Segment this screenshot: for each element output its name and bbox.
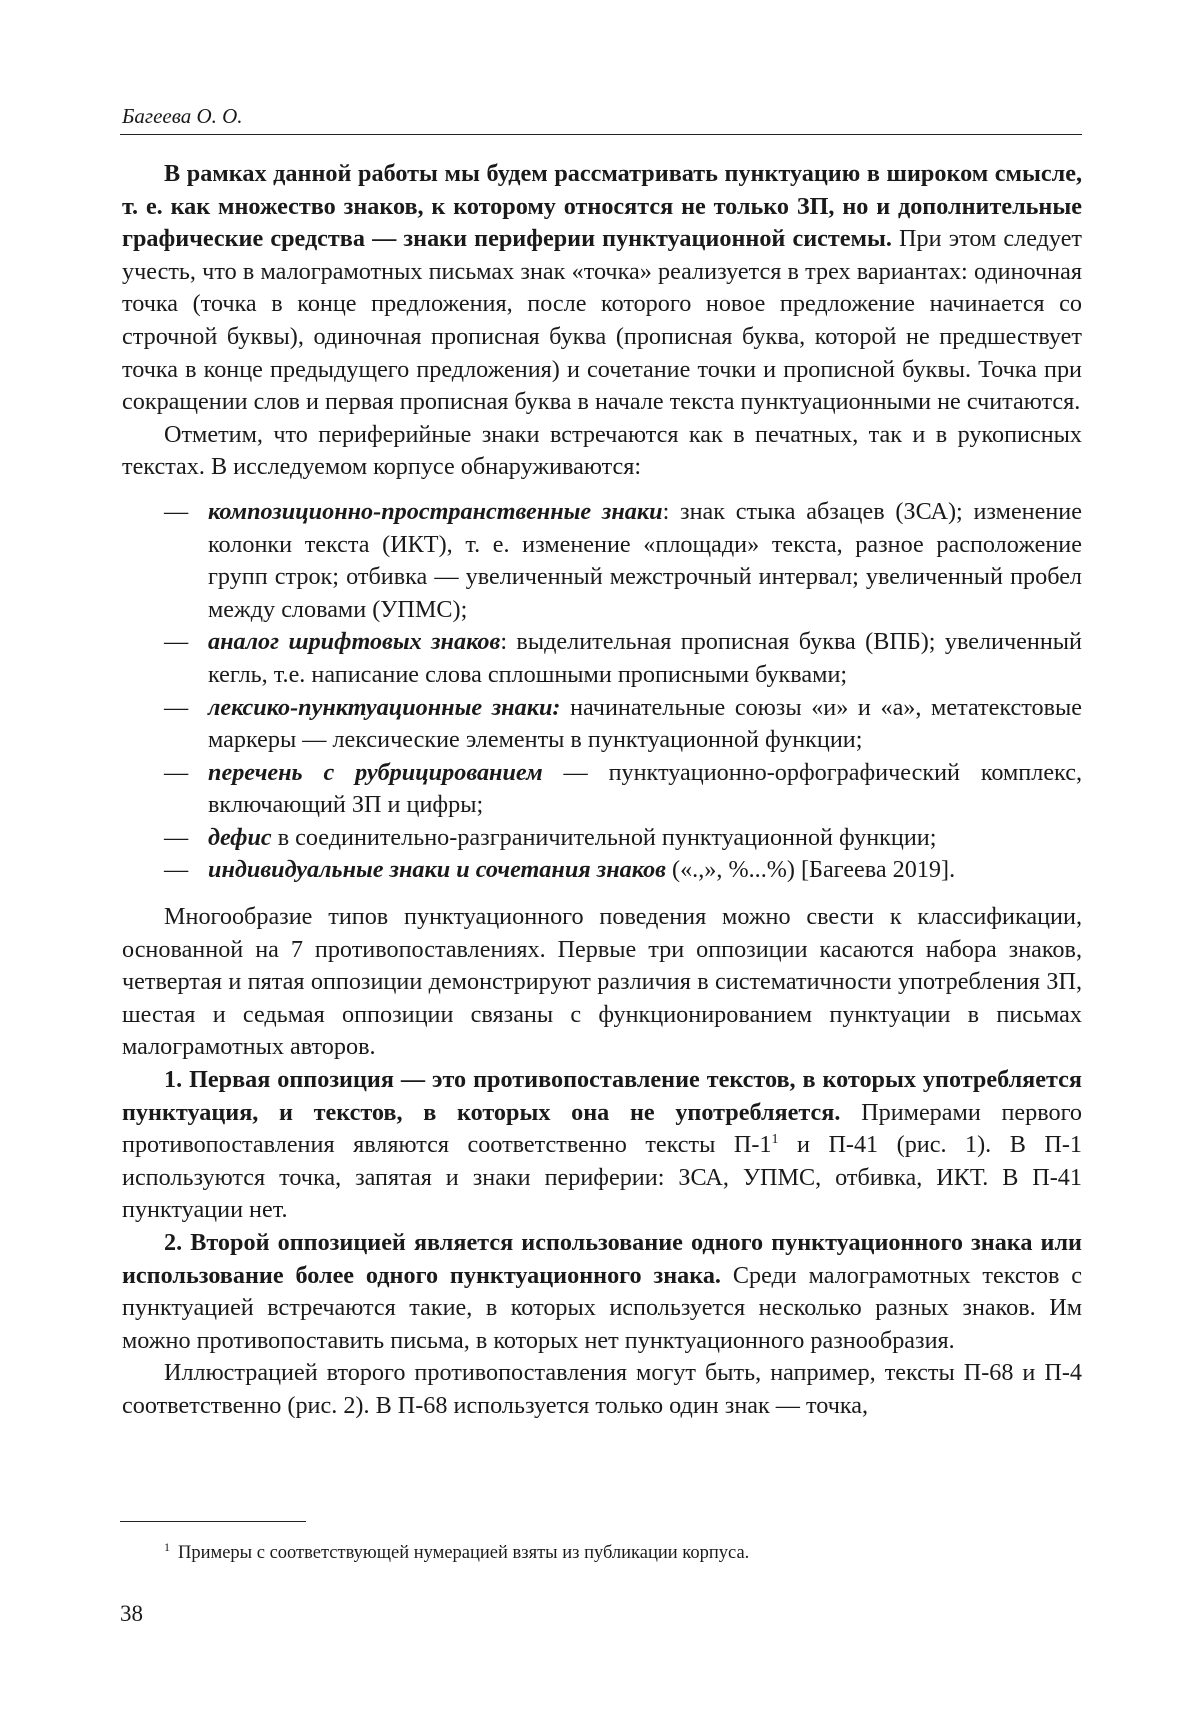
list-dash: —: [164, 856, 189, 884]
paragraph-1: [122, 158, 1082, 419]
list-dash: —: [164, 628, 189, 656]
paragraph-5-text: Среди малограмотных текстов с пунктуацией встречаются такие, в которых используется несколько разных знаков. Им можно противопоставить письма, в которых нет пунктуационного разнообразия.: [122, 1261, 1082, 1354]
footnote: [164, 1541, 1064, 1565]
list-dash: —: [164, 497, 189, 525]
paragraph-4-text-a: Примерами первого противопоставления являются соответственно тексты П-1: [122, 1098, 1082, 1159]
list-item-term: индивидуальные знаки и сочетания знаков: [208, 856, 666, 884]
list-item: [122, 854, 1082, 887]
paragraph-4: [122, 1064, 1082, 1227]
list-item-text: : выделительная прописная буква (ВПБ); увеличенный кегль, т.е. написание слова сплошными прописными буквами;: [208, 628, 1082, 688]
list-item-text: в соединительно-разграничительной пунктуационной функции;: [271, 823, 937, 851]
list-item-term: лексико-пунктуационные знаки:: [208, 693, 561, 721]
paragraph-4-bold: 1. Первая оппозиция — это противопоставление текстов, в которых употребляется пунктуация, и текстов, в которых она не употребляется.: [122, 1066, 1082, 1126]
periphery-signs-list: [122, 496, 1082, 887]
list-item-text: начинательные союзы «и» и «а», метатекстовые маркеры — лексические элементы в пунктуационной функции;: [208, 693, 1083, 754]
paragraph-2: Отметим, что периферийные знаки встречаются как в печатных, так и в рукописных текстах. В исследуемом корпусе обнаруживаются:: [122, 420, 1082, 481]
running-header-author: Багеева О. О.: [122, 104, 243, 128]
list-item: [122, 757, 1082, 822]
list-item-term: перечень с рубрицированием: [208, 758, 543, 786]
footnote-text: Примеры с соответствующей нумерацией взяты из публикации корпуса.: [178, 1543, 750, 1563]
paragraph-5-bold: 2. Второй оппозицией является использование одного пунктуационного знака или использование более одного пунктуационного знака.: [122, 1229, 1082, 1289]
list-item: [122, 626, 1082, 691]
paragraph-1-bold: В рамках данной работы мы будем рассматривать пунктуацию в широком смысле, т. е. как множество знаков, к которому относятся не только ЗП, но и дополнительные графические средства — знаки периферии пунктуационной системы.: [122, 160, 1082, 253]
list-item: [122, 496, 1082, 626]
footnote-reference: 1: [771, 1132, 779, 1148]
list-dash: —: [164, 823, 189, 851]
paragraph-3: Многообразие типов пунктуационного поведения можно свести к классификации, основанной на 7 противопоставлениях. Первые три оппозиции касаются набора знаков, четвертая и пятая оппозиции демонстрируют различия в систематичности употребления ЗП, шестая и седьмая оппозиции связаны с функционированием пунктуации в письмах малограмотных авторов.: [122, 903, 1082, 1061]
main-text: [122, 158, 1082, 1423]
list-item-term: дефис: [208, 823, 272, 851]
footnote-rule: [120, 1521, 306, 1522]
list-item-text: («.,», %...%) [Багеева 2019].: [665, 856, 956, 884]
list-item-term: композиционно-пространственные знаки: [208, 497, 663, 525]
list-item: [122, 692, 1082, 757]
paragraph-6: Иллюстрацией второго противопоставления могут быть, например, тексты П-68 и П-4 соответственно (рис. 2). В П-68 используется только один знак — точка,: [122, 1359, 1082, 1419]
footnote-mark: 1: [164, 1540, 170, 1554]
list-dash: —: [164, 693, 189, 721]
list-item-term: аналог шрифтовых знаков: [208, 628, 501, 656]
paragraph-5: [122, 1227, 1082, 1357]
list-dash: —: [164, 758, 189, 786]
page-number: 38: [120, 1601, 143, 1626]
list-item-text: : знак стыка абзацев (ЗСА); изменение колонки текста (ИКТ), т. е. изменение «площади» текста, разное расположение групп строк; отбивка — увеличенный межстрочный интервал; увеличенный пробел между словами (УПМС);: [208, 497, 1082, 623]
header-rule: [120, 134, 1082, 135]
paragraph-4-text-b: и П-41 (рис. 1). В П-1 используются точка, запятая и знаки периферии: ЗСА, УПМС, отбивка, ИКТ. В П-41 пунктуации нет.: [122, 1131, 1082, 1224]
list-item: [122, 822, 1082, 855]
paragraph-1-text: При этом следует учесть, что в малограмотных письмах знак «точка» реализуется в трех вариантах: одиночная точка (точка в конце предложения, после которого новое предложение начинается со строчной буквы), одиночная прописная буква (прописная буква, которой не предшествует точка в конце предыдущего предложения) и сочетание точки и прописной буквы. Точка при сокращении слов и первая прописная буква в начале текста пунктуационными не считаются.: [122, 225, 1083, 416]
list-item-text: — пунктуационно-орфографический комплекс, включающий ЗП и цифры;: [208, 758, 1082, 819]
